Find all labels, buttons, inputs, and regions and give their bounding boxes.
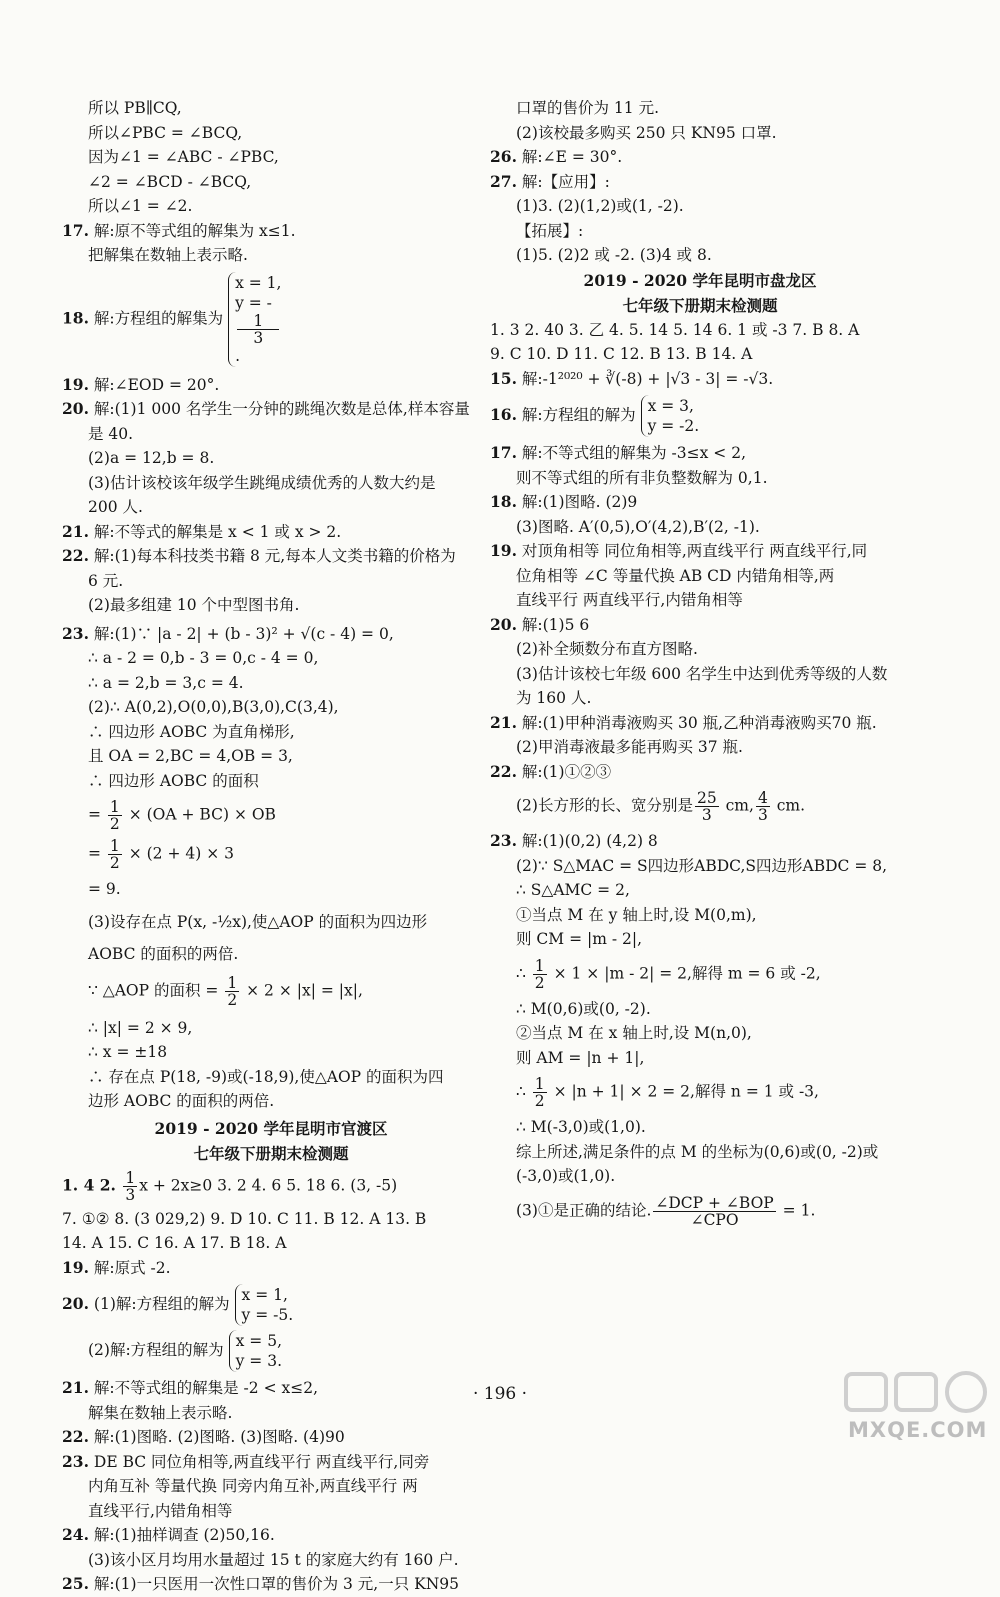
choice-answers-row: 7. ①② 8. (3 029,2) 9. D 10. C 11. B 12. A 13. B: [62, 1209, 427, 1228]
text-line: 则 CM = |m - 2|,: [516, 930, 643, 948]
equation-system: x = 5, y = 3.: [229, 1330, 282, 1372]
answer-21: 21. 解:不等式组的解集是 -2 < x≤2,: [62, 1378, 319, 1397]
answer-17: 17. 解:不等式组的解集为 -3≤x < 2,: [490, 443, 747, 462]
answer-15: 15. 解:-1²⁰²⁰ + ∛(-8) + |√3 - 3| = -√3.: [490, 368, 774, 388]
text-line: 直线平行 两直线平行,内错角相等: [516, 591, 743, 609]
equation-system: x = 3, y = -2.: [641, 395, 700, 437]
text-line: ∴ 四边形 AOBC 为直角梯形,: [88, 722, 295, 741]
text-line: (3)图略. A′(0,5),O′(4,2),B′(2, -1).: [516, 517, 760, 536]
text-line: 所以∠PBC = ∠BCQ,: [88, 123, 243, 142]
text-line: (3)估计该校七年级 600 名学生中达到优秀等级的人数: [516, 664, 888, 683]
text-line: 边形 AOBC 的面积的两倍.: [88, 1092, 275, 1110]
answer-23: 23. 解:(1)(0,2) (4,2) 8: [490, 831, 658, 850]
text-line: = 9.: [88, 880, 121, 898]
text-line: 直线平行,内错角相等: [88, 1501, 233, 1520]
text-line: ∴ x = ±18: [88, 1043, 168, 1061]
text-line: 是 40.: [88, 424, 134, 443]
answer-22: 22. 解:(1)①②③: [490, 761, 612, 781]
formula-line: = $\frac{1}{2}$ × (OA + BC) × OB: [88, 798, 276, 833]
text-line: 为 160 人.: [516, 689, 592, 707]
answer-20: 20. 解:(1)1 000 名学生一分钟的跳绳次数是总体,样本容量: [62, 399, 470, 418]
answer-19: 19. 对顶角相等 同位角相等,两直线平行 两直线平行,同: [490, 541, 868, 560]
answer-18: 18. 解:(1)图略. (2)9: [490, 492, 638, 511]
text-line: 位角相等 ∠C 等量代换 AB CD 内错角相等,两: [516, 566, 835, 585]
answer-23: 23. DE BC 同位角相等,两直线平行 两直线平行,同旁: [62, 1451, 430, 1471]
answer-25: 25. 解:(1)一只医用一次性口罩的售价为 3 元,一只 KN95: [62, 1574, 460, 1593]
text-line: ∠2 = ∠BCD - ∠BCQ,: [88, 172, 252, 191]
answer-21: 21. 解:(1)甲种消毒液购买 30 瓶,乙种消毒液购买70 瓶.: [490, 712, 877, 732]
answer-22: 22. 解:(1)图略. (2)图略. (3)图略. (4)90: [62, 1427, 345, 1446]
text-line: 把解集在数轴上表示略.: [88, 246, 248, 264]
text-line: ②当点 M 在 x 轴上时,设 M(n,0),: [516, 1024, 752, 1042]
text-line: (3)设存在点 P(x, -½x),使△AOP 的面积为四边形: [88, 912, 428, 931]
answer-19: 19. 解:∠EOD = 20°.: [62, 374, 220, 394]
watermark-logo: [842, 1368, 992, 1416]
text-line: 综上所述,满足条件的点 M 的坐标为(0,6)或(0, -2)或: [516, 1142, 879, 1161]
answer-24: 24. 解:(1)抽样调查 (2)50,16.: [62, 1525, 275, 1544]
equation-system: x = 1, y = - 1 3 .: [228, 272, 281, 367]
text-line: 则不等式组的所有非负整数解为 0,1.: [516, 468, 768, 487]
text-line: ∴ a - 2 = 0,b - 3 = 0,c - 4 = 0,: [88, 649, 319, 667]
text-line: 【拓展】:: [516, 221, 584, 240]
text-line: 所以 PB∥CQ,: [88, 99, 182, 117]
text-line: (3)该小区月均用水量超过 15 t 的家庭大约有 160 户.: [88, 1550, 459, 1569]
answer-17: 17. 解:原不等式组的解集为 x≤1.: [62, 220, 296, 240]
text-line: (2)甲消毒液最多能再购买 37 瓶.: [516, 738, 743, 756]
formula-line: ∴ $\frac{1}{2}$ × |n + 1| × 2 = 2,解得 n = 1 或 -3,: [516, 1075, 819, 1110]
watermark-logo-icon: [842, 1368, 992, 1416]
text-line: (3)估计该校该年级学生跳绳成绩优秀的人数大约是: [88, 473, 436, 492]
choice-answers-row: 1. 3 2. 40 3. 乙 4. 5. 14 5. 14 6. 1 或 -3 7. B 8. A: [490, 320, 860, 339]
answer-21: 21. 解:不等式的解集是 x < 1 或 x > 2.: [62, 521, 342, 541]
text-line: (1)3. (2)(1,2)或(1, -2).: [516, 197, 684, 215]
section-heading: 2019 - 2020 学年昆明市盘龙区: [583, 270, 817, 290]
page-number: · 196 ·: [472, 1384, 528, 1404]
text-line: (2)∴ A(0,2),O(0,0),B(3,0),C(3,4),: [88, 698, 339, 716]
text-line: (2)a = 12,b = 8.: [88, 449, 215, 467]
answer-26: 26. 解:∠E = 30°.: [490, 147, 623, 166]
text-line: ∴ a = 2,b = 3,c = 4.: [88, 673, 244, 692]
text-line: ①当点 M 在 y 轴上时,设 M(0,m),: [516, 905, 757, 924]
answer-23: 23. 解:(1)∵ |a - 2| + (b - 3)² + √(c - 4) = 0,: [62, 623, 394, 643]
text-line: ∴ 存在点 P(18, -9)或(-18,9),使△AOP 的面积为四: [88, 1067, 444, 1086]
choice-answers-row: 1. 4 2. $\frac{1}{3}$ x + 2x≥0 3. 2 4. 6 5. 18 6. (3, -5): [62, 1168, 398, 1204]
text-line: ∴ M(-3,0)或(1,0).: [516, 1118, 646, 1136]
answer-20-part2: (2)解:方程组的解为 x = 5, y = 3.: [88, 1332, 283, 1370]
text-line: (-3,0)或(1,0).: [516, 1167, 616, 1185]
text-line: ∴ S△AMC = 2,: [516, 881, 630, 899]
answer-16: 16. 解:方程组的解为 x = 3, y = -2.: [490, 397, 700, 435]
formula-line: (2)长方形的长、宽分别是 $\frac{25}{3}$ cm, $\frac{4}{3}$ cm.: [516, 789, 806, 824]
text-line: 6 元.: [88, 571, 124, 590]
text-line: 口罩的售价为 11 元.: [516, 99, 660, 117]
choice-answers-row: 9. C 10. D 11. C 12. B 13. B 14. A: [490, 345, 753, 363]
text-line: (2)∵ S△MAC = S四边形ABDC,S四边形ABDC = 8,: [516, 856, 888, 875]
watermark-url: MXQE.COM: [848, 1418, 988, 1442]
section-subheading: 七年级下册期末检测题: [193, 1143, 349, 1163]
left-column: [62, 96, 480, 1597]
text-line: (2)补全频数分布直方图略.: [516, 640, 698, 658]
text-line: 内角互补 等量代换 同旁内角互补,两直线平行 两: [88, 1477, 418, 1495]
text-line: 因为∠1 = ∠ABC - ∠PBC,: [88, 148, 279, 166]
choice-answers-row: 14. A 15. C 16. A 17. B 18. A: [62, 1234, 287, 1252]
text-line: 所以∠1 = ∠2.: [88, 197, 193, 215]
watermark: [842, 1368, 992, 1448]
right-column: [490, 96, 910, 1234]
equation-system: x = 1, y = -5.: [235, 1284, 294, 1326]
text-line: (1)5. (2)2 或 -2. (3)4 或 8.: [516, 246, 712, 264]
answer-19: 19. 解:原式 -2.: [62, 1257, 171, 1277]
text-line: (2)最多组建 10 个中型图书角.: [88, 596, 300, 614]
answer-18: 18. 解:方程组的解集为 x = 1, y = - 1 3 .: [62, 273, 282, 365]
formula-line: = $\frac{1}{2}$ × (2 + 4) × 3: [88, 837, 234, 872]
text-line: 且 OA = 2,BC = 4,OB = 3,: [88, 747, 293, 765]
answer-20: 20. 解:(1)5 6: [490, 614, 590, 634]
section-subheading: 七年级下册期末检测题: [622, 295, 778, 315]
answer-22: 22. 解:(1)每本科技类书籍 8 元,每本人文类书籍的价格为: [62, 546, 456, 565]
text-line: AOBC 的面积的两倍.: [88, 945, 239, 963]
text-line: 200 人.: [88, 498, 143, 516]
section-heading: 2019 - 2020 学年昆明市官渡区: [154, 1118, 388, 1138]
answer-20: 20. (1)解:方程组的解为 x = 1, y = -5.: [62, 1286, 294, 1324]
text-line: 解集在数轴上表示略.: [88, 1403, 233, 1422]
text-line: ∴ M(0,6)或(0, -2).: [516, 999, 651, 1018]
text-line: ∴ 四边形 AOBC 的面积: [88, 771, 259, 790]
formula-line: ∵ △AOP 的面积 = $\frac{1}{2}$ × 2 × |x| = |x|,: [88, 973, 363, 1009]
answer-27: 27. 解:【应用】:: [490, 171, 610, 191]
text-line: ∴ |x| = 2 × 9,: [88, 1018, 193, 1037]
text-line: (2)该校最多购买 250 只 KN95 口罩.: [516, 123, 777, 142]
formula-line: (3)①是正确的结论. $\frac{\text{∠DCP + ∠BOP}}{\text{∠CPO}}$ = 1.: [516, 1193, 816, 1229]
formula-line: ∴ $\frac{1}{2}$ × 1 × |m - 2| = 2,解得 m = 6 或 -2,: [516, 956, 821, 992]
text-line: 则 AM = |n + 1|,: [516, 1048, 645, 1067]
